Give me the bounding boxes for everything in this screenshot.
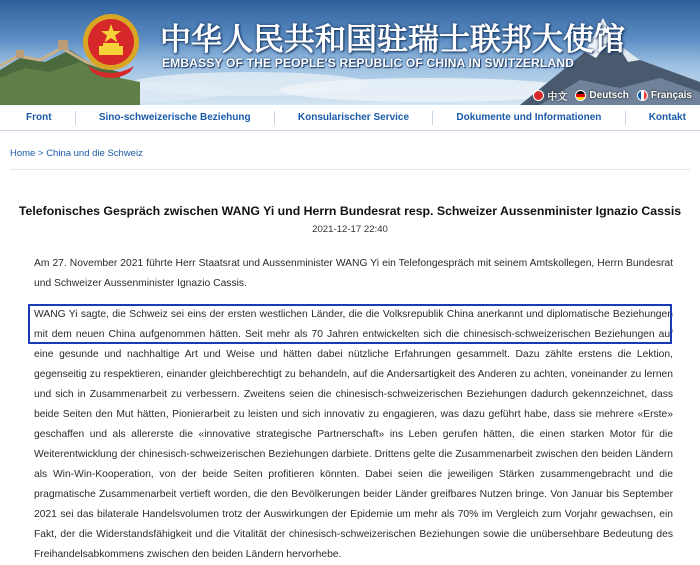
article-body xyxy=(0,254,700,565)
language-label: 中文 xyxy=(547,92,568,103)
nav-item-sino-swiss-relations[interactable]: Sino-schweizerische Beziehung xyxy=(98,112,251,123)
flag-china-icon xyxy=(533,90,544,101)
nav-divider xyxy=(75,111,76,125)
nav-item-contact[interactable]: Kontakt xyxy=(648,112,686,123)
language-label: Français xyxy=(650,90,692,101)
language-label: Deutsch xyxy=(589,90,629,101)
flag-france-icon xyxy=(637,90,648,101)
breadcrumb-home-link[interactable]: Home xyxy=(10,148,36,159)
header-banner xyxy=(0,0,700,105)
highlighted-paragraph-wrap xyxy=(34,305,673,565)
embassy-title-english: EMBASSY OF THE PEOPLE'S REPUBLIC OF CHINA IN SWITZERLAND xyxy=(162,56,575,70)
article-paragraph: WANG Yi sagte, die Schweiz sei eins der ersten westlichen Länder, die die Volksrepublik China anerkannt und diplomatische Beziehungen mit dem neuen China aufgenommen hätten. Seit mehr als 70 Jahren entwickelten sich die chinesisch-schweizerischen Beziehungen auf eine gesunde und nachhaltige Art und Weise und hätten dabei nützliche Erfahrungen gesammelt. Dazu zählte erstens die Lektion, gegenseitig zu respektieren, einander gleichberechtigt zu behandeln, auf die Andersartigkeit des Anderen zu achten, voneinander zu lernen und sich in Zusammenarbeit zu verbessern. Zweitens seien die chinesisch-schweizerischen Beziehungen dadurch gekennzeichnet, dass beide Seiten den Mut hätten, Pionierarbeit zu leisten und sich innovativ zu engagieren, was dazu geführt habe, dass sie mehrere «Erste» geschaffen und als allererste die «innovative strategische Partnerschaft» ins Leben gerufen hätten, die einen starken Motor für die Weiterentwicklung der chinesisch-schweizerischen Beziehungen darbiete. Drittens gelte die Zusammenarbeit zwischen den beiden Ländern als Win-Win-Kooperation, von der beide Seiten profitieren könnten. Dabei seien die jeweiligen Stärken zusammengebracht und die pragmatische Zusammenarbeit vertieft worden, die den Bevölkerungen beider Länder greifbares Nutzen bringe. Von Januar bis September 2021 sei das bilaterale Handelsvolumen trotz der Auswirkungen der Epidemie um mehr als 70% im Vergleich zum Vorjahr gewachsen, ein Fakt, der die Widerstandsfähigkeit und die Vitalität der chinesisch-schweizerischen Beziehungen sowie die unübersehbare Bedeutung des Freihandelsabkommens zwischen den beiden Ländern hervorhebe. xyxy=(34,309,673,560)
flag-germany-icon xyxy=(575,90,586,101)
article-date: 2021-12-17 22:40 xyxy=(312,224,388,235)
nav-divider xyxy=(625,111,626,125)
language-french-link[interactable] xyxy=(637,90,692,101)
language-german-link[interactable] xyxy=(575,90,628,101)
language-switcher xyxy=(533,88,692,103)
article-paragraph: Am 27. November 2021 führte Herr Staatsrat und Aussenminister WANG Yi ein Telefongespräch mit seinem Amtskollegen, Herrn Bundesrat und Schweizer Aussenminister Ignazio Cassis. xyxy=(34,258,673,289)
breadcrumb xyxy=(0,131,700,169)
embassy-title-chinese: 中华人民共和国驻瑞士联邦大使馆 xyxy=(160,22,625,58)
nav-item-front[interactable]: Front xyxy=(26,112,52,123)
nav-divider xyxy=(432,111,433,125)
nav-item-documents[interactable]: Dokumente und Informationen xyxy=(456,112,602,123)
main-navigation xyxy=(0,105,700,131)
breadcrumb-current-link[interactable]: China und die Schweiz xyxy=(46,148,143,159)
nav-item-consular-service[interactable]: Konsularischer Service xyxy=(297,112,410,123)
language-chinese-link[interactable] xyxy=(533,88,567,103)
nav-divider xyxy=(274,111,275,125)
national-emblem-icon xyxy=(78,10,144,82)
article-title: Telefonisches Gespräch zwischen WANG Yi und Herrn Bundesrat resp. Schweizer Aussenminister Ignazio Cassis xyxy=(18,204,682,218)
content-divider xyxy=(10,169,690,170)
breadcrumb-separator: > xyxy=(37,148,44,159)
